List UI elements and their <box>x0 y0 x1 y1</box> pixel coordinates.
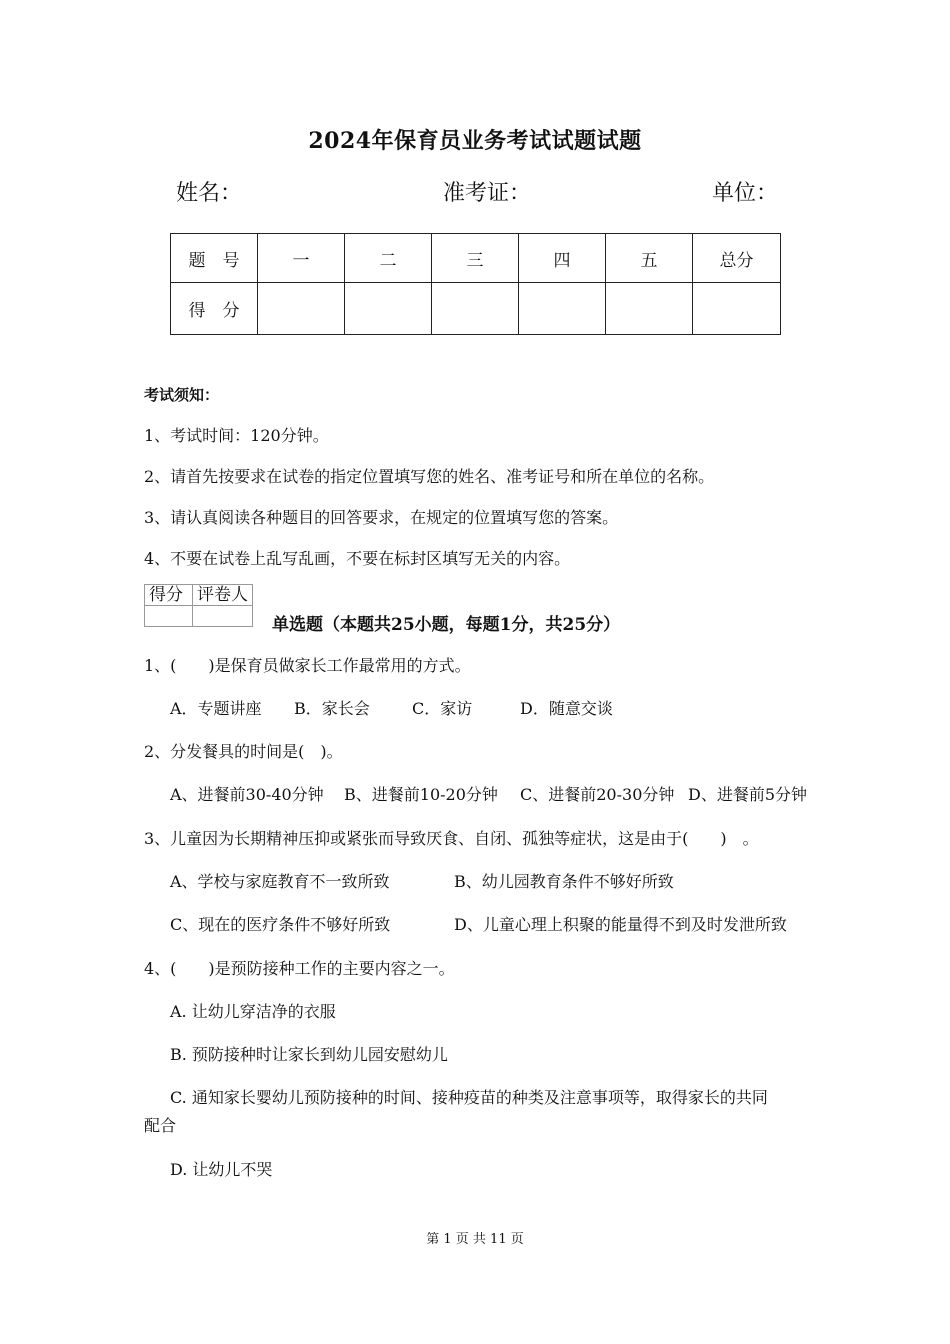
question-option: D．随意交谈 <box>520 699 613 718</box>
score-cell[interactable] <box>345 283 432 335</box>
question-option: A、进餐前30-40分钟 <box>170 785 324 804</box>
notice-item: 3、请认真阅读各种题目的回答要求，在规定的位置填写您的答案。 <box>144 508 619 527</box>
question-option-continuation: 配合 <box>144 1116 177 1135</box>
grader-table <box>144 584 253 627</box>
question-stem: 1、( )是保育员做家长工作最常用的方式。 <box>144 656 471 675</box>
score-table-header-cell: 四 <box>519 234 606 283</box>
score-table-header-row <box>171 234 781 283</box>
notice-item: 4、不要在试卷上乱写乱画，不要在标封区填写无关的内容。 <box>144 549 571 568</box>
score-table-header-cell: 三 <box>432 234 519 283</box>
score-table <box>170 233 781 335</box>
notice-item: 1、考试时间：120分钟。 <box>144 426 329 445</box>
score-row-label: 得 分 <box>171 283 258 335</box>
score-table-header-cell: 题 号 <box>171 234 258 283</box>
question-option: C. 通知家长婴幼儿预防接种的时间、接种疫苗的种类及注意事项等，取得家长的共同 <box>170 1088 768 1107</box>
question-stem: 4、( )是预防接种工作的主要内容之一。 <box>144 959 455 978</box>
score-cell[interactable] <box>432 283 519 335</box>
score-table-score-row <box>171 283 781 335</box>
page-footer: 第 1 页 共 11 页 <box>426 1232 524 1247</box>
question-option: B．家长会 <box>294 699 370 718</box>
question-option: B、幼儿园教育条件不够好所致 <box>454 872 674 891</box>
question-option: B. 预防接种时让家长到幼儿园安慰幼儿 <box>170 1045 448 1064</box>
exam-id-field-label: 准考证： <box>443 181 532 206</box>
unit-field-label: 单位： <box>712 181 779 206</box>
question-option: A. 让幼儿穿洁净的衣服 <box>170 1002 336 1021</box>
name-field-label: 姓名： <box>176 181 243 206</box>
notice-item: 2、请首先按要求在试卷的指定位置填写您的姓名、准考证号和所在单位的名称。 <box>144 467 715 486</box>
question-stem: 3、儿童因为长期精神压抑或紧张而导致厌食、自闭、孤独等症状，这是由于( ) 。 <box>144 829 759 848</box>
question-option: B、进餐前10-20分钟 <box>344 785 498 804</box>
score-cell[interactable] <box>606 283 693 335</box>
question-option: C、进餐前20-30分钟 <box>520 785 675 804</box>
grader-score-cell[interactable] <box>145 606 193 627</box>
question-option: C、现在的医疗条件不够好所致 <box>170 915 391 934</box>
score-table-header-cell: 五 <box>606 234 693 283</box>
page-title: 2024年保育员业务考试试题试题 <box>308 128 642 154</box>
question-option: A、学校与家庭教育不一致所致 <box>170 872 390 891</box>
question-stem: 2、分发餐具的时间是( )。 <box>144 742 343 761</box>
question-option: D、儿童心理上积聚的能量得不到及时发泄所致 <box>454 915 787 934</box>
question-option: D、进餐前5分钟 <box>688 785 808 804</box>
grader-name-cell[interactable] <box>193 606 253 627</box>
score-table-header-cell: 二 <box>345 234 432 283</box>
grader-table-grader-label: 评卷人 <box>193 585 253 606</box>
score-table-header-cell: 总分 <box>693 234 781 283</box>
question-option: D. 让幼儿不哭 <box>170 1160 273 1179</box>
score-cell[interactable] <box>519 283 606 335</box>
grader-table-score-label: 得分 <box>145 585 193 606</box>
notice-heading: 考试须知： <box>144 386 220 404</box>
section-title: 单选题（本题共25小题，每题1分，共25分） <box>272 615 621 635</box>
question-option: A．专题讲座 <box>170 699 262 718</box>
score-cell[interactable] <box>693 283 781 335</box>
question-option: C．家访 <box>412 699 473 718</box>
score-cell[interactable] <box>258 283 345 335</box>
score-table-header-cell: 一 <box>258 234 345 283</box>
